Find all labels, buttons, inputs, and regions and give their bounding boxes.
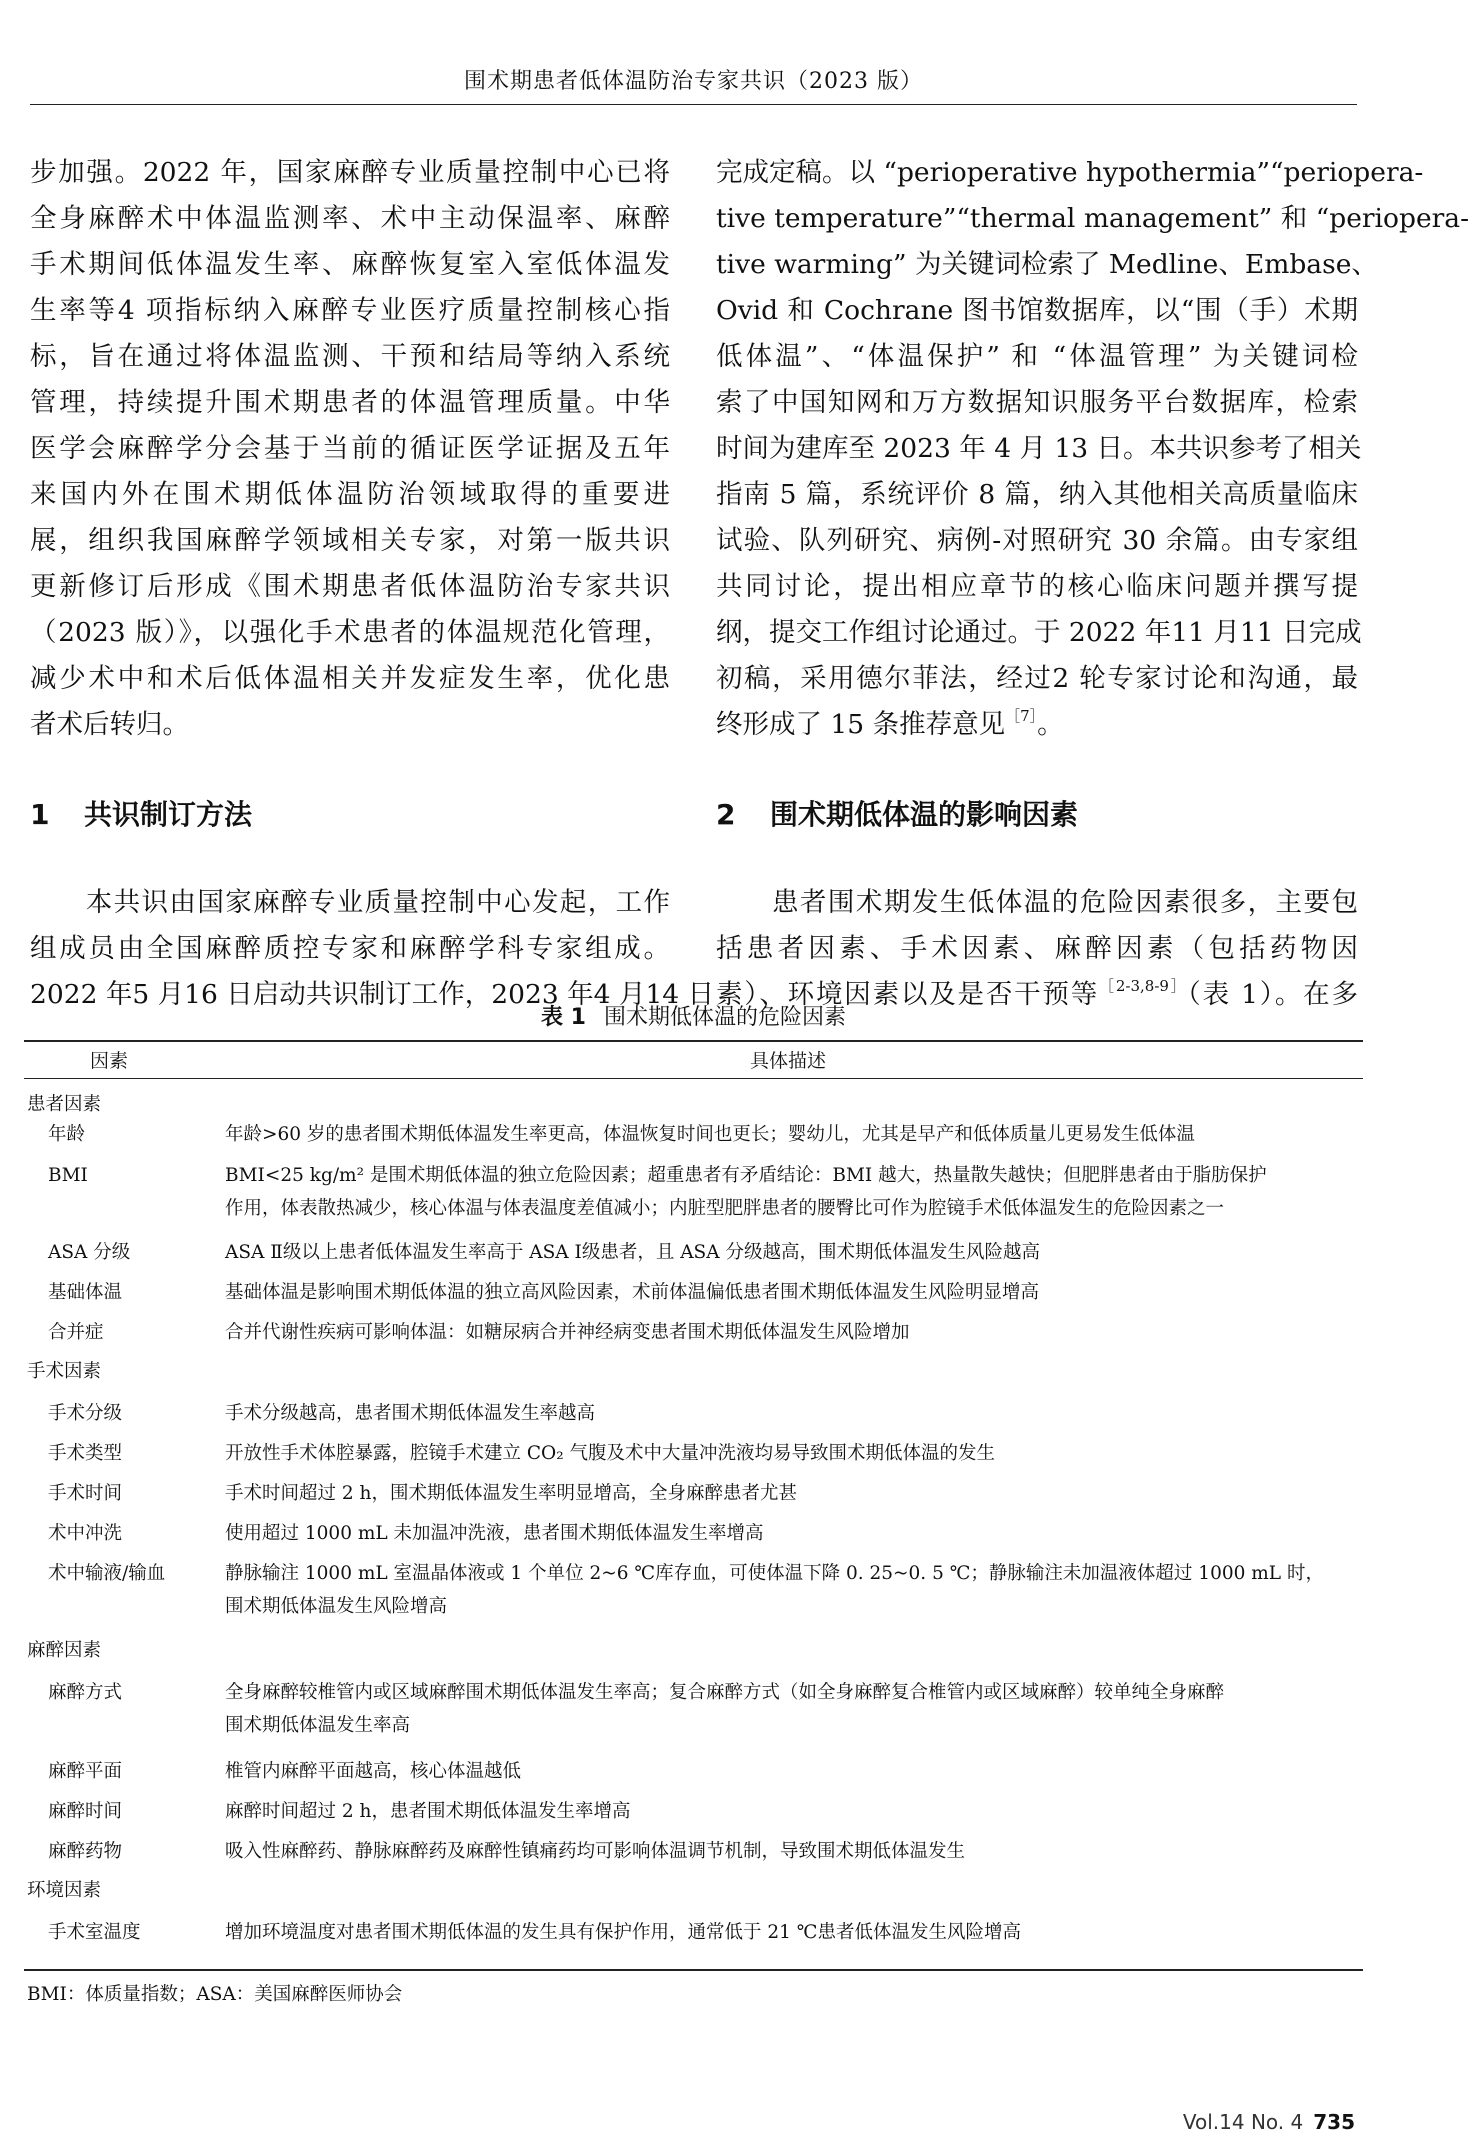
text-run: 素）、环境因素以及是否干预等 — [716, 979, 1100, 1010]
page-number: 735 — [1313, 2110, 1355, 2134]
text-line: 纲，提交工作组讨论通过。于 2022 年11 月11 日完成 — [716, 617, 1362, 648]
table-footnote: BMI：体质量指数；ASA：美国麻醉医师协会 — [27, 1984, 403, 2005]
factor-cell: 术中输液/输血 — [48, 1563, 166, 1584]
description-cell: 椎管内麻醉平面越高，核心体温越低 — [225, 1761, 522, 1782]
citation-ref[interactable]: ［7］ — [1005, 707, 1038, 725]
text-line: 完成定稿。以 “perioperative hypothermia”“periopera- — [716, 157, 1424, 188]
text-line: 更新修订后形成《围术期患者低体温防治专家共识 — [30, 571, 670, 602]
factor-cell: 麻醉时间 — [48, 1801, 123, 1822]
table-bottom-rule — [24, 1969, 1363, 1971]
left-column — [30, 150, 715, 1018]
text-line: 手术期间低体温发生率、麻醉恢复室入室低体温发 — [30, 249, 670, 280]
table-header-rule — [24, 1078, 1363, 1079]
text-line: 减少术中和术后低体温相关并发症发生率，优化患 — [30, 663, 670, 694]
factor-cell: BMI — [48, 1165, 88, 1186]
description-cell: 手术分级越高，患者围术期低体温发生率越高 — [225, 1403, 596, 1424]
category-label: 麻醉因素 — [27, 1640, 102, 1661]
factor-cell: 合并症 — [48, 1322, 104, 1343]
description-cell: 作用，体表散热减少，核心体温与体表温度差值减小；内脏型肥胖患者的腰臀比可作为腔镜手术低体温发生的危险因素之一 — [225, 1198, 1225, 1219]
table-caption — [0, 1000, 1387, 1031]
text-run: （表 1）。在多 — [1187, 979, 1358, 1010]
text-line: 本共识由国家麻醉专业质量控制中心发起，工作 — [30, 887, 670, 918]
factor-cell: 基础体温 — [48, 1282, 123, 1303]
right-column — [716, 150, 1469, 1018]
text-line: 初稿，采用德尔菲法，经过2 轮专家讨论和沟通，最 — [716, 663, 1358, 694]
description-cell: 手术时间超过 2 h，围术期低体温发生率明显增高，全身麻醉患者尤甚 — [225, 1483, 797, 1504]
text-line: 管理，持续提升围术期患者的体温管理质量。中华 — [30, 387, 670, 418]
table-top-rule — [24, 1040, 1363, 1042]
text-line: 共同讨论，提出相应章节的核心临床问题并撰写提 — [716, 571, 1358, 602]
text-line: tive temperature”“thermal management” 和 “periopera- — [716, 203, 1469, 234]
description-cell: 静脉输注 1000 mL 室温晶体液或 1 个单位 2~6 ℃库存血，可使体温下降 0. 25~0. 5 ℃；静脉输注未加温液体超过 1000 mL 时， — [225, 1563, 1324, 1584]
category-label: 环境因素 — [27, 1880, 102, 1901]
text-line: 生率等4 项指标纳入麻醉专业医疗质量控制核心指 — [30, 295, 670, 326]
text-line: 医学会麻醉学分会基于当前的循证医学证据及五年 — [30, 433, 670, 464]
description-cell: ASA Ⅱ级以上患者低体温发生率高于 ASA Ⅰ级患者，且 ASA 分级越高，围术期低体温发生风险越高 — [225, 1242, 1040, 1263]
factor-cell: 手术分级 — [48, 1403, 123, 1424]
text-line: 括患者因素、手术因素、麻醉因素（包括药物因 — [716, 933, 1358, 964]
volume-issue: Vol.14 No. 4 — [1182, 2110, 1304, 2134]
description-cell: BMI<25 kg/m² 是围术期低体温的独立危险因素；超重患者有矛盾结论：BMI 越大，热量散失越快；但肥胖患者由于脂肪保护 — [225, 1165, 1267, 1186]
text-line: 低体温”、“体温保护” 和 “体温管理” 为关键词检 — [716, 341, 1358, 372]
section-number: 2 — [716, 798, 736, 831]
factor-cell: 术中冲洗 — [48, 1523, 123, 1544]
column-header-factor: 因素 — [90, 1050, 129, 1072]
text-line: 展，组织我国麻醉学领域相关专家，对第一版共识 — [30, 525, 670, 556]
text-line — [716, 702, 1358, 748]
text-run: 终形成了 15 条推荐意见 — [716, 709, 1006, 740]
text-line: 试验、队列研究、病例-对照研究 30 余篇。由专家组 — [716, 525, 1358, 556]
description-cell: 全身麻醉较椎管内或区域麻醉围术期低体温发生率高；复合麻醉方式（如全身麻醉复合椎管内或区域麻醉）较单纯全身麻醉 — [225, 1682, 1225, 1703]
text-line: tive warming” 为关键词检索了 Medline、Embase、 — [716, 249, 1378, 280]
category-label: 患者因素 — [27, 1094, 102, 1115]
text-line: 索了中国知网和万方数据知识服务平台数据库，检索 — [716, 387, 1358, 418]
text-run: 。 — [1037, 709, 1064, 740]
section-2-heading — [716, 792, 1358, 838]
description-cell: 合并代谢性疾病可影响体温：如糖尿病合并神经病变患者围术期低体温发生风险增加 — [225, 1322, 910, 1343]
factor-cell: 年龄 — [48, 1124, 86, 1145]
factor-cell: 麻醉平面 — [48, 1761, 123, 1782]
text-line: 时间为建库至 2023 年 4 月 13 日。本共识参考了相关 — [716, 433, 1362, 464]
factor-cell: 麻醉方式 — [48, 1682, 123, 1703]
table-label: 表 1 — [541, 1005, 586, 1030]
page-footer — [1183, 2110, 1355, 2134]
text-line: Ovid 和 Cochrane 图书馆数据库，以“围（手）术期 — [716, 295, 1358, 326]
description-cell: 麻醉时间超过 2 h，患者围术期低体温发生率增高 — [225, 1801, 631, 1822]
text-line: 全身麻醉术中体温监测率、术中主动保温率、麻醉 — [30, 203, 670, 234]
citation-ref[interactable]: ［2-3,8-9］ — [1099, 977, 1188, 995]
text-line: （2023 版）》，以强化手术患者的体温规范化管理， — [30, 617, 670, 648]
factor-cell: 手术室温度 — [48, 1922, 141, 1943]
description-cell: 围术期低体温发生率高 — [225, 1715, 411, 1736]
text-line: 者术后转归。 — [30, 709, 189, 740]
text-line: 组成员由全国麻醉质控专家和麻醉学科专家组成。 — [30, 933, 670, 964]
section-1-heading — [30, 792, 670, 838]
description-cell: 围术期低体温发生风险增高 — [225, 1596, 448, 1617]
section-title: 共识制订方法 — [84, 798, 253, 831]
table-title: 围术期低体温的危险因素 — [603, 1005, 846, 1030]
text-line: 患者围术期发生低体温的危险因素很多，主要包 — [716, 887, 1358, 918]
factor-cell: 手术类型 — [48, 1443, 123, 1464]
description-cell: 吸入性麻醉药、静脉麻醉药及麻醉性镇痛药均可影响体温调节机制，导致围术期低体温发生 — [225, 1841, 966, 1862]
description-cell: 开放性手术体腔暴露，腔镜手术建立 CO₂ 气腹及术中大量冲洗液均易导致围术期低体温的发生 — [225, 1443, 996, 1464]
text-line: 步加强。2022 年，国家麻醉专业质量控制中心已将 — [30, 157, 670, 188]
factor-cell: ASA 分级 — [48, 1242, 131, 1263]
description-cell: 增加环境温度对患者围术期低体温的发生具有保护作用，通常低于 21 ℃患者低体温发生风险增高 — [225, 1922, 1022, 1943]
factor-cell: 麻醉药物 — [48, 1841, 123, 1862]
factor-cell: 手术时间 — [48, 1483, 123, 1504]
right-paragraph-2 — [716, 880, 1358, 1018]
header-rule — [30, 104, 1357, 105]
left-paragraph-1 — [30, 150, 670, 748]
text-line: 标，旨在通过将体温监测、干预和结局等纳入系统 — [30, 341, 670, 372]
text-line: 指南 5 篇，系统评价 8 篇，纳入其他相关高质量临床 — [716, 479, 1358, 510]
right-paragraph-1 — [716, 150, 1469, 748]
running-header: 围术期患者低体温防治专家共识（2023 版） — [464, 69, 923, 94]
left-paragraph-2 — [30, 880, 715, 1018]
section-number: 1 — [30, 798, 50, 831]
text-line: 来国内外在围术期低体温防治领域取得的重要进 — [30, 479, 670, 510]
column-header-description: 具体描述 — [750, 1050, 827, 1072]
description-cell: 基础体温是影响围术期低体温的独立高风险因素，术前体温偏低患者围术期低体温发生风险明显增高 — [225, 1282, 1040, 1303]
description-cell: 年龄>60 岁的患者围术期低体温发生率更高，体温恢复时间也更长；婴幼儿，尤其是早产和低体质量儿更易发生低体温 — [225, 1124, 1195, 1145]
text-line: 2022 年5 月16 日启动共识制订工作，2023 年4 月14 日 — [30, 979, 715, 1010]
category-label: 手术因素 — [27, 1361, 102, 1382]
section-title: 围术期低体温的影响因素 — [770, 798, 1079, 831]
description-cell: 使用超过 1000 mL 未加温冲洗液，患者围术期低体温发生率增高 — [225, 1523, 764, 1544]
